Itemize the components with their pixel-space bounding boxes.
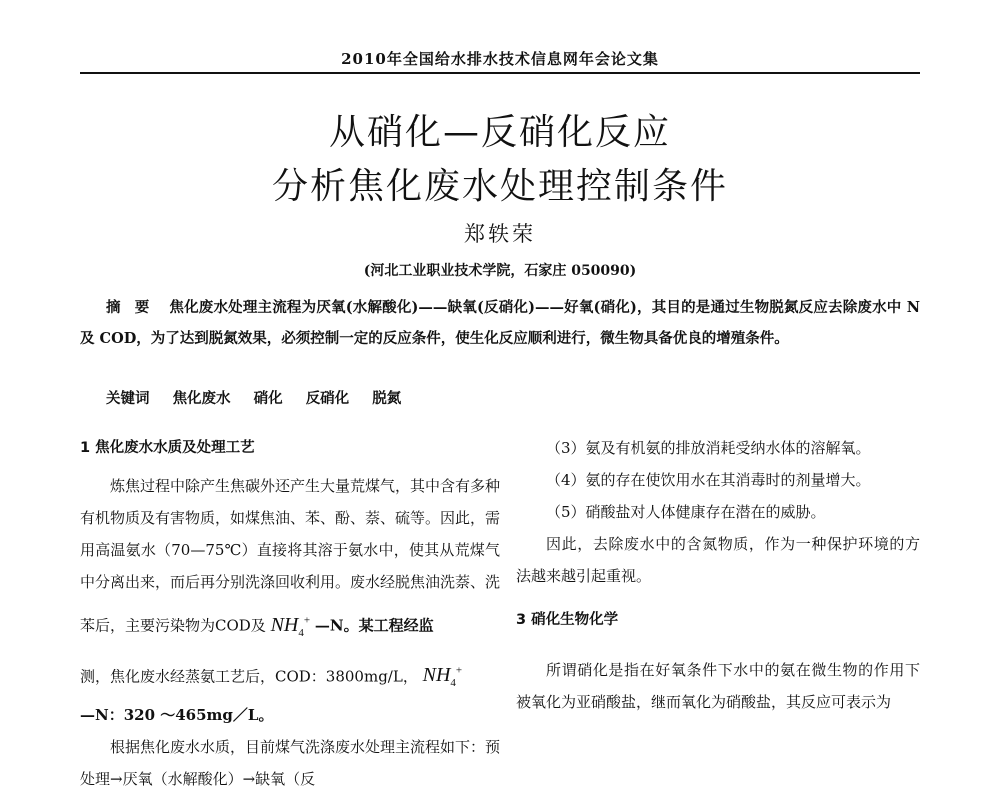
abstract xyxy=(80,292,920,354)
ammonium-subscript: 4 xyxy=(298,626,304,639)
title-line-1: 从硝化—反硝化反应 xyxy=(328,112,671,153)
left-column xyxy=(80,432,500,795)
abstract-text: 焦化废水处理主流程为厌氧(水解酸化)——缺氧(反硝化)——好氧(硝化)，其目的是通过生物脱氮反应去除废水中 N 及 COD，为了达到脱氮效果，必须控制一定的反应条件，使生化反应顺利进行，微生物具备优良的增殖条件。 xyxy=(80,299,920,347)
paragraph-pollutants xyxy=(80,604,500,649)
keywords-label: 关键词 xyxy=(106,390,150,407)
abstract-label: 摘要 xyxy=(106,299,164,316)
keywords xyxy=(106,387,419,408)
list-item: （3）氨及有机氨的排放消耗受纳水体的溶解氧。 xyxy=(546,439,871,457)
ammonium-superscript: + xyxy=(455,664,463,677)
paragraph-monitoring xyxy=(80,655,500,732)
paragraph-coking-process: 炼焦过程中除产生焦碳外还产生大量荒煤气，其中含有多种有机物质及有害物质，如煤焦油、苯、酚、萘、硫等。因此，需用高温氨水（70—75℃）直接将其溶于氨水中，使其从荒煤气中分离出来，而后再分别洗涤回收利用。废水经脱焦油洗萘、洗 xyxy=(80,477,501,591)
title-line-2: 分析焦化废水处理控制条件 xyxy=(271,166,728,207)
keyword-item: 硝化 xyxy=(253,390,283,407)
keyword-item: 反硝化 xyxy=(305,390,350,407)
paragraph-conclusion: 因此，去除废水中的含氮物质，作为一种保护环境的方法越来越引起重视。 xyxy=(516,535,920,585)
list-item: （5）硝酸盐对人体健康存在潜在的威胁。 xyxy=(546,503,826,521)
pollutants-text-2: —N。某工程经监 xyxy=(314,616,434,635)
affiliation: (河北工业职业技术学院，石家庄 050090) xyxy=(363,263,637,279)
running-header: 2010年全国给水排水技术信息网年会论文集 xyxy=(341,50,659,68)
keyword-item: 脱氮 xyxy=(372,390,402,407)
paragraph-nitrification: 所谓硝化是指在好氧条件下水中的氨在微生物的作用下被氧化为亚硝酸盐，继而氧化为硝酸盐，其反应可表示为 xyxy=(516,661,920,711)
ammonium-subscript: 4 xyxy=(450,677,456,690)
monitoring-range: —N：320 ～465mg／L。 xyxy=(80,706,274,725)
author: 郑轶荣 xyxy=(464,222,536,246)
ammonium-base: NH xyxy=(270,613,299,636)
paragraph-process-flow: 根据焦化废水水质，目前煤气洗涤废水处理主流程如下：预处理→厌氧（水解酸化）→缺氧（反 xyxy=(80,738,501,789)
ammonium-formula-2 xyxy=(422,664,463,690)
ammonium-formula xyxy=(270,613,311,639)
section-1-heading: 1 焦化废水水质及处理工艺 xyxy=(80,440,255,456)
keyword-item: 焦化废水 xyxy=(172,390,231,407)
right-column xyxy=(516,432,920,718)
monitoring-text: 测，焦化废水经蒸氨工艺后，COD：3800mg/L， xyxy=(80,667,418,686)
ammonium-base: NH xyxy=(422,664,451,687)
ammonium-superscript: + xyxy=(303,614,311,626)
list-item: （4）氨的存在使饮用水在其消毒时的剂量增大。 xyxy=(546,471,871,489)
pollutants-text: 苯后，主要污染物为COD及 xyxy=(80,616,266,635)
section-3-heading: 3 硝化生物化学 xyxy=(516,612,619,628)
header-rule xyxy=(80,72,920,74)
